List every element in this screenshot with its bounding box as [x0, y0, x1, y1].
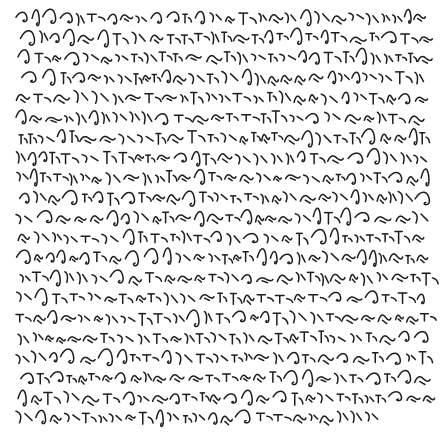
handwritten-note	[12, 6, 440, 430]
handwritten-line	[16, 9, 425, 25]
handwritten-line	[17, 169, 429, 186]
handwritten-line	[16, 208, 428, 226]
handwritten-line	[22, 69, 424, 85]
handwritten-line	[20, 270, 438, 286]
handwritten-line	[18, 331, 428, 344]
handwritten-line	[16, 349, 432, 366]
handwritten-line	[19, 129, 429, 147]
handwritten-line	[17, 248, 428, 266]
handwritten-line	[18, 228, 424, 245]
handwriting-strokes	[12, 6, 440, 430]
handwritten-line	[16, 149, 426, 166]
handwritten-line	[20, 190, 430, 206]
handwritten-line	[21, 370, 430, 386]
handwritten-line	[16, 410, 378, 426]
handwritten-line	[18, 390, 434, 406]
handwritten-line	[17, 289, 424, 306]
handwritten-line	[16, 91, 427, 105]
handwritten-line	[16, 110, 424, 125]
handwritten-line	[16, 310, 436, 326]
handwritten-line	[20, 28, 432, 47]
handwritten-line	[18, 48, 432, 64]
